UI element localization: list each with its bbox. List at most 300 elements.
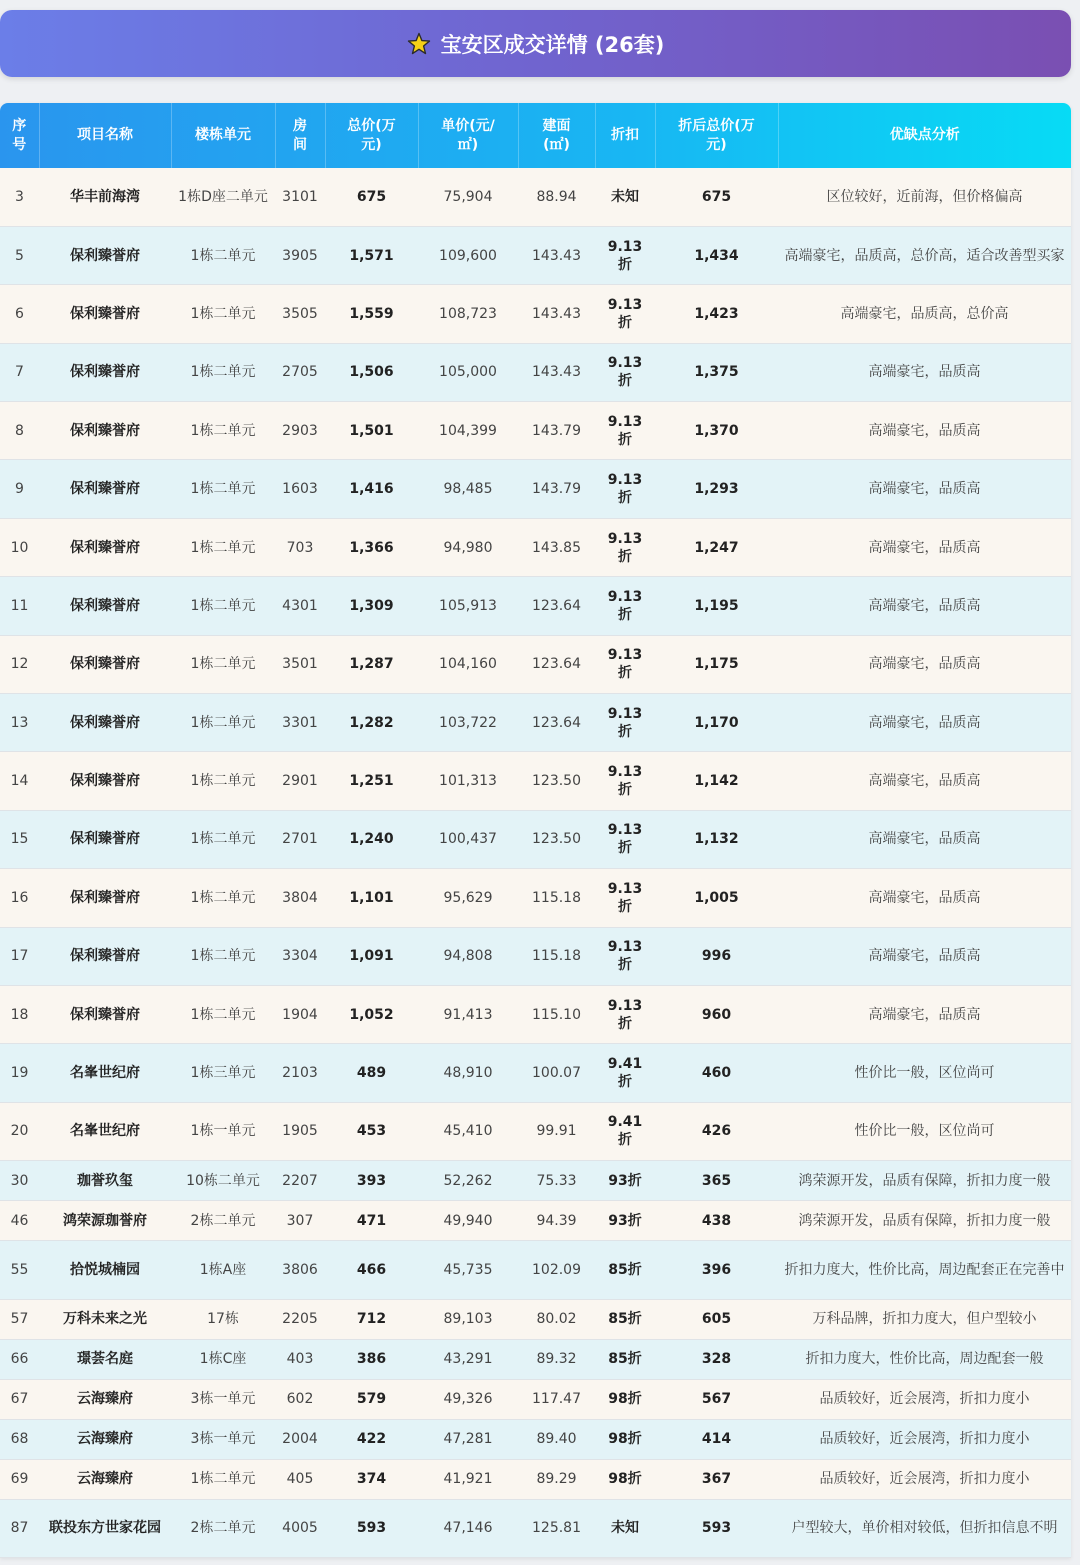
cell-row-index: 14 — [0, 752, 39, 810]
cell-total-price: 1,101 — [325, 869, 418, 927]
cell-building-unit: 1栋二单元 — [171, 694, 275, 752]
cell-row-index: 5 — [0, 226, 39, 284]
cell-building-unit: 1栋一单元 — [171, 1102, 275, 1160]
cell-room-number: 1904 — [275, 985, 325, 1043]
cell-floor-area: 123.64 — [518, 635, 595, 693]
cell-row-index: 57 — [0, 1299, 39, 1339]
cell-total-price: 1,366 — [325, 518, 418, 576]
cell-analysis: 高端豪宅，品质高 — [778, 518, 1071, 576]
table-row — [0, 1044, 1071, 1102]
cell-floor-area: 115.10 — [518, 985, 595, 1043]
cell-discount: 9.13折 — [595, 869, 655, 927]
column-header: 折后总价(万元) — [655, 103, 778, 168]
cell-building-unit: 1栋D座二单元 — [171, 168, 275, 226]
cell-total-price: 1,287 — [325, 635, 418, 693]
cell-project-name: 名峯世纪府 — [39, 1044, 171, 1102]
cell-building-unit: 1栋二单元 — [171, 518, 275, 576]
cell-unit-price: 89,103 — [418, 1299, 518, 1339]
cell-building-unit: 2栋二单元 — [171, 1499, 275, 1557]
cell-total-price: 1,240 — [325, 810, 418, 868]
cell-room-number: 703 — [275, 518, 325, 576]
cell-discounted-total-price: 414 — [655, 1419, 778, 1459]
cell-row-index: 8 — [0, 402, 39, 460]
cell-floor-area: 89.32 — [518, 1339, 595, 1379]
cell-unit-price: 100,437 — [418, 810, 518, 868]
cell-project-name: 保利臻誉府 — [39, 635, 171, 693]
table-row — [0, 1201, 1071, 1241]
cell-row-index: 30 — [0, 1161, 39, 1201]
cell-row-index: 67 — [0, 1379, 39, 1419]
cell-unit-price: 103,722 — [418, 694, 518, 752]
table-row — [0, 752, 1071, 810]
cell-analysis: 高端豪宅，品质高 — [778, 694, 1071, 752]
cell-analysis: 高端豪宅，品质高 — [778, 869, 1071, 927]
cell-analysis: 品质较好，近会展湾，折扣力度小 — [778, 1459, 1071, 1499]
cell-floor-area: 125.81 — [518, 1499, 595, 1557]
cell-unit-price: 104,160 — [418, 635, 518, 693]
cell-analysis: 高端豪宅，品质高 — [778, 577, 1071, 635]
cell-discounted-total-price: 438 — [655, 1201, 778, 1241]
star-icon — [407, 32, 431, 56]
transaction-table — [0, 103, 1071, 1558]
table-row — [0, 168, 1071, 226]
cell-room-number: 4005 — [275, 1499, 325, 1557]
cell-unit-price: 45,410 — [418, 1102, 518, 1160]
cell-analysis: 性价比一般，区位尚可 — [778, 1102, 1071, 1160]
cell-discount: 9.41折 — [595, 1044, 655, 1102]
cell-discount: 93折 — [595, 1161, 655, 1201]
cell-room-number: 3505 — [275, 285, 325, 343]
cell-project-name: 云海臻府 — [39, 1459, 171, 1499]
table-row — [0, 1419, 1071, 1459]
cell-unit-price: 105,000 — [418, 343, 518, 401]
cell-unit-price: 109,600 — [418, 226, 518, 284]
table-row — [0, 285, 1071, 343]
cell-discounted-total-price: 1,434 — [655, 226, 778, 284]
cell-discount: 9.13折 — [595, 635, 655, 693]
cell-row-index: 7 — [0, 343, 39, 401]
cell-project-name: 联投东方世家花园 — [39, 1499, 171, 1557]
cell-floor-area: 143.79 — [518, 460, 595, 518]
cell-total-price: 1,052 — [325, 985, 418, 1043]
cell-unit-price: 75,904 — [418, 168, 518, 226]
cell-discounted-total-price: 605 — [655, 1299, 778, 1339]
cell-room-number: 3804 — [275, 869, 325, 927]
cell-row-index: 17 — [0, 927, 39, 985]
cell-row-index: 19 — [0, 1044, 39, 1102]
cell-discount: 9.13折 — [595, 694, 655, 752]
table-row — [0, 518, 1071, 576]
cell-discount: 9.13折 — [595, 226, 655, 284]
cell-unit-price: 108,723 — [418, 285, 518, 343]
cell-floor-area: 99.91 — [518, 1102, 595, 1160]
cell-discount: 9.13折 — [595, 577, 655, 635]
cell-unit-price: 47,146 — [418, 1499, 518, 1557]
table-row — [0, 1459, 1071, 1499]
cell-discounted-total-price: 1,423 — [655, 285, 778, 343]
cell-discount: 9.13折 — [595, 518, 655, 576]
column-header: 序号 — [0, 103, 39, 168]
cell-discount: 未知 — [595, 1499, 655, 1557]
cell-floor-area: 115.18 — [518, 927, 595, 985]
cell-unit-price: 98,485 — [418, 460, 518, 518]
cell-floor-area: 117.47 — [518, 1379, 595, 1419]
cell-unit-price: 43,291 — [418, 1339, 518, 1379]
cell-row-index: 69 — [0, 1459, 39, 1499]
cell-floor-area: 94.39 — [518, 1201, 595, 1241]
cell-discounted-total-price: 396 — [655, 1241, 778, 1299]
cell-room-number: 1603 — [275, 460, 325, 518]
cell-discount: 9.13折 — [595, 927, 655, 985]
cell-discount: 98折 — [595, 1459, 655, 1499]
cell-discount: 9.13折 — [595, 402, 655, 460]
cell-analysis: 高端豪宅，品质高 — [778, 927, 1071, 985]
cell-unit-price: 95,629 — [418, 869, 518, 927]
cell-floor-area: 89.40 — [518, 1419, 595, 1459]
cell-discount: 98折 — [595, 1379, 655, 1419]
column-header: 折扣 — [595, 103, 655, 168]
cell-building-unit: 1栋C座 — [171, 1339, 275, 1379]
cell-building-unit: 17栋 — [171, 1299, 275, 1339]
cell-unit-price: 104,399 — [418, 402, 518, 460]
table-row — [0, 985, 1071, 1043]
cell-discount: 9.13折 — [595, 285, 655, 343]
cell-floor-area: 143.43 — [518, 343, 595, 401]
cell-project-name: 万科未来之光 — [39, 1299, 171, 1339]
cell-total-price: 593 — [325, 1499, 418, 1557]
cell-room-number: 3806 — [275, 1241, 325, 1299]
cell-discounted-total-price: 1,370 — [655, 402, 778, 460]
cell-project-name: 保利臻誉府 — [39, 694, 171, 752]
cell-room-number: 1905 — [275, 1102, 325, 1160]
cell-floor-area: 80.02 — [518, 1299, 595, 1339]
cell-analysis: 品质较好，近会展湾，折扣力度小 — [778, 1379, 1071, 1419]
cell-discounted-total-price: 996 — [655, 927, 778, 985]
cell-discounted-total-price: 426 — [655, 1102, 778, 1160]
cell-project-name: 保利臻誉府 — [39, 460, 171, 518]
cell-project-name: 保利臻誉府 — [39, 869, 171, 927]
cell-project-name: 保利臻誉府 — [39, 927, 171, 985]
cell-discount: 98折 — [595, 1419, 655, 1459]
cell-project-name: 鸿荣源珈誉府 — [39, 1201, 171, 1241]
table-row — [0, 1161, 1071, 1201]
cell-unit-price: 49,326 — [418, 1379, 518, 1419]
table-row — [0, 1102, 1071, 1160]
cell-row-index: 13 — [0, 694, 39, 752]
cell-row-index: 11 — [0, 577, 39, 635]
cell-row-index: 10 — [0, 518, 39, 576]
column-header: 单价(元/㎡) — [418, 103, 518, 168]
column-header: 建面(㎡) — [518, 103, 595, 168]
cell-row-index: 9 — [0, 460, 39, 518]
cell-floor-area: 143.43 — [518, 285, 595, 343]
cell-floor-area: 123.50 — [518, 810, 595, 868]
cell-project-name: 保利臻誉府 — [39, 985, 171, 1043]
cell-total-price: 1,251 — [325, 752, 418, 810]
table-row — [0, 1339, 1071, 1379]
cell-building-unit: 1栋二单元 — [171, 285, 275, 343]
table-row — [0, 343, 1071, 401]
cell-room-number: 405 — [275, 1459, 325, 1499]
column-header: 优缺点分析 — [889, 127, 960, 143]
cell-building-unit: 1栋三单元 — [171, 1044, 275, 1102]
cell-discount: 9.13折 — [595, 985, 655, 1043]
cell-project-name: 拾悦城楠园 — [39, 1241, 171, 1299]
cell-total-price: 489 — [325, 1044, 418, 1102]
column-header: 楼栋单元 — [171, 103, 275, 168]
cell-analysis: 高端豪宅，品质高 — [778, 460, 1071, 518]
cell-analysis: 鸿荣源开发，品质有保障，折扣力度一般 — [778, 1201, 1071, 1241]
cell-analysis: 性价比一般，区位尚可 — [778, 1044, 1071, 1102]
cell-room-number: 2004 — [275, 1419, 325, 1459]
cell-total-price: 466 — [325, 1241, 418, 1299]
cell-total-price: 393 — [325, 1161, 418, 1201]
cell-analysis: 高端豪宅，品质高 — [778, 985, 1071, 1043]
cell-discount: 85折 — [595, 1241, 655, 1299]
table-row — [0, 1299, 1071, 1339]
table-row — [0, 460, 1071, 518]
table-body — [0, 168, 1071, 1557]
table-row — [0, 869, 1071, 927]
cell-project-name: 云海臻府 — [39, 1379, 171, 1419]
cell-project-name: 璟荟名庭 — [39, 1339, 171, 1379]
cell-total-price: 712 — [325, 1299, 418, 1339]
cell-room-number: 3501 — [275, 635, 325, 693]
cell-floor-area: 102.09 — [518, 1241, 595, 1299]
cell-floor-area: 100.07 — [518, 1044, 595, 1102]
cell-analysis: 户型较大，单价相对较低，但折扣信息不明 — [778, 1499, 1071, 1557]
cell-discount: 9.13折 — [595, 460, 655, 518]
table-row — [0, 402, 1071, 460]
cell-room-number: 602 — [275, 1379, 325, 1419]
cell-total-price: 422 — [325, 1419, 418, 1459]
cell-discount: 93折 — [595, 1201, 655, 1241]
cell-room-number: 3304 — [275, 927, 325, 985]
cell-floor-area: 143.85 — [518, 518, 595, 576]
cell-discounted-total-price: 960 — [655, 985, 778, 1043]
cell-floor-area: 88.94 — [518, 168, 595, 226]
cell-discounted-total-price: 675 — [655, 168, 778, 226]
cell-discounted-total-price: 460 — [655, 1044, 778, 1102]
cell-room-number: 2207 — [275, 1161, 325, 1201]
cell-project-name: 华丰前海湾 — [39, 168, 171, 226]
table-row — [0, 635, 1071, 693]
cell-building-unit: 1栋二单元 — [171, 927, 275, 985]
cell-floor-area: 123.64 — [518, 577, 595, 635]
cell-building-unit: 1栋二单元 — [171, 226, 275, 284]
cell-analysis: 折扣力度大，性价比高，周边配套正在完善中 — [778, 1241, 1071, 1299]
cell-project-name: 保利臻誉府 — [39, 752, 171, 810]
cell-unit-price: 91,413 — [418, 985, 518, 1043]
cell-unit-price: 45,735 — [418, 1241, 518, 1299]
cell-discounted-total-price: 1,195 — [655, 577, 778, 635]
cell-total-price: 453 — [325, 1102, 418, 1160]
cell-analysis: 高端豪宅，品质高 — [778, 752, 1071, 810]
cell-discounted-total-price: 1,293 — [655, 460, 778, 518]
cell-analysis: 鸿荣源开发，品质有保障，折扣力度一般 — [778, 1161, 1071, 1201]
column-header: 总价(万元) — [325, 103, 418, 168]
cell-unit-price: 41,921 — [418, 1459, 518, 1499]
cell-building-unit: 1栋二单元 — [171, 635, 275, 693]
cell-room-number: 2903 — [275, 402, 325, 460]
cell-floor-area: 123.50 — [518, 752, 595, 810]
cell-total-price: 1,571 — [325, 226, 418, 284]
cell-floor-area: 123.64 — [518, 694, 595, 752]
cell-unit-price: 52,262 — [418, 1161, 518, 1201]
cell-row-index: 12 — [0, 635, 39, 693]
cell-analysis: 品质较好，近会展湾，折扣力度小 — [778, 1419, 1071, 1459]
cell-discounted-total-price: 365 — [655, 1161, 778, 1201]
cell-floor-area: 89.29 — [518, 1459, 595, 1499]
cell-total-price: 579 — [325, 1379, 418, 1419]
cell-discount: 9.13折 — [595, 343, 655, 401]
cell-discounted-total-price: 367 — [655, 1459, 778, 1499]
cell-discounted-total-price: 1,170 — [655, 694, 778, 752]
table-row — [0, 810, 1071, 868]
cell-analysis: 高端豪宅，品质高 — [778, 810, 1071, 868]
cell-row-index: 66 — [0, 1339, 39, 1379]
column-header: 房间 — [275, 103, 325, 168]
cell-discounted-total-price: 1,247 — [655, 518, 778, 576]
cell-project-name: 保利臻誉府 — [39, 285, 171, 343]
cell-room-number: 2901 — [275, 752, 325, 810]
cell-total-price: 1,559 — [325, 285, 418, 343]
cell-unit-price: 101,313 — [418, 752, 518, 810]
page-title-bar — [0, 10, 1071, 77]
cell-room-number: 3905 — [275, 226, 325, 284]
table-row — [0, 226, 1071, 284]
cell-room-number: 403 — [275, 1339, 325, 1379]
cell-total-price: 386 — [325, 1339, 418, 1379]
cell-unit-price: 49,940 — [418, 1201, 518, 1241]
cell-floor-area: 143.79 — [518, 402, 595, 460]
cell-discounted-total-price: 567 — [655, 1379, 778, 1419]
cell-room-number: 2701 — [275, 810, 325, 868]
cell-unit-price: 48,910 — [418, 1044, 518, 1102]
cell-analysis: 区位较好，近前海，但价格偏高 — [778, 168, 1071, 226]
cell-room-number: 307 — [275, 1201, 325, 1241]
cell-total-price: 374 — [325, 1459, 418, 1499]
cell-project-name: 保利臻誉府 — [39, 810, 171, 868]
cell-building-unit: 1栋二单元 — [171, 343, 275, 401]
cell-row-index: 15 — [0, 810, 39, 868]
page-title: 宝安区成交详情 (26套) — [440, 32, 665, 57]
cell-total-price: 1,506 — [325, 343, 418, 401]
cell-project-name: 云海臻府 — [39, 1419, 171, 1459]
cell-row-index: 68 — [0, 1419, 39, 1459]
cell-row-index: 3 — [0, 168, 39, 226]
cell-room-number: 4301 — [275, 577, 325, 635]
table-row — [0, 1379, 1071, 1419]
cell-unit-price: 47,281 — [418, 1419, 518, 1459]
cell-discount: 9.13折 — [595, 810, 655, 868]
cell-row-index: 20 — [0, 1102, 39, 1160]
cell-building-unit: 1栋二单元 — [171, 869, 275, 927]
cell-project-name: 珈誉玖玺 — [39, 1161, 171, 1201]
cell-discounted-total-price: 1,375 — [655, 343, 778, 401]
cell-discounted-total-price: 1,132 — [655, 810, 778, 868]
cell-total-price: 675 — [325, 168, 418, 226]
transaction-table-container — [0, 103, 1071, 1558]
cell-discount: 85折 — [595, 1299, 655, 1339]
cell-floor-area: 115.18 — [518, 869, 595, 927]
cell-analysis: 万科品牌，折扣力度大，但户型较小 — [778, 1299, 1071, 1339]
cell-room-number: 3301 — [275, 694, 325, 752]
cell-project-name: 保利臻誉府 — [39, 402, 171, 460]
cell-building-unit: 2栋二单元 — [171, 1201, 275, 1241]
cell-project-name: 保利臻誉府 — [39, 343, 171, 401]
cell-total-price: 1,501 — [325, 402, 418, 460]
cell-row-index: 87 — [0, 1499, 39, 1557]
cell-row-index: 18 — [0, 985, 39, 1043]
cell-room-number: 2103 — [275, 1044, 325, 1102]
cell-analysis: 高端豪宅，品质高，总价高 — [778, 285, 1071, 343]
cell-total-price: 1,091 — [325, 927, 418, 985]
table-row — [0, 1499, 1071, 1557]
cell-discount: 9.41折 — [595, 1102, 655, 1160]
cell-room-number: 2705 — [275, 343, 325, 401]
cell-floor-area: 75.33 — [518, 1161, 595, 1201]
cell-row-index: 46 — [0, 1201, 39, 1241]
cell-analysis: 折扣力度大，性价比高，周边配套一般 — [778, 1339, 1071, 1379]
cell-unit-price: 94,980 — [418, 518, 518, 576]
cell-analysis: 高端豪宅，品质高，总价高，适合改善型买家 — [778, 226, 1071, 284]
column-header: 项目名称 — [39, 103, 171, 168]
cell-discount: 85折 — [595, 1339, 655, 1379]
table-row — [0, 577, 1071, 635]
table-header-row — [0, 103, 1071, 168]
cell-building-unit: 3栋一单元 — [171, 1379, 275, 1419]
cell-analysis: 高端豪宅，品质高 — [778, 402, 1071, 460]
cell-room-number: 3101 — [275, 168, 325, 226]
cell-unit-price: 105,913 — [418, 577, 518, 635]
cell-building-unit: 1栋二单元 — [171, 752, 275, 810]
cell-discounted-total-price: 1,005 — [655, 869, 778, 927]
cell-building-unit: 1栋二单元 — [171, 1459, 275, 1499]
cell-row-index: 6 — [0, 285, 39, 343]
cell-building-unit: 10栋二单元 — [171, 1161, 275, 1201]
cell-floor-area: 143.43 — [518, 226, 595, 284]
cell-discount: 未知 — [595, 168, 655, 226]
table-row — [0, 1241, 1071, 1299]
cell-building-unit: 1栋二单元 — [171, 985, 275, 1043]
cell-analysis: 高端豪宅，品质高 — [778, 635, 1071, 693]
cell-row-index: 16 — [0, 869, 39, 927]
cell-unit-price: 94,808 — [418, 927, 518, 985]
cell-discounted-total-price: 328 — [655, 1339, 778, 1379]
table-row — [0, 927, 1071, 985]
cell-project-name: 保利臻誉府 — [39, 226, 171, 284]
cell-discounted-total-price: 1,175 — [655, 635, 778, 693]
cell-discounted-total-price: 1,142 — [655, 752, 778, 810]
cell-building-unit: 1栋二单元 — [171, 810, 275, 868]
cell-row-index: 55 — [0, 1241, 39, 1299]
cell-building-unit: 1栋A座 — [171, 1241, 275, 1299]
cell-discount: 9.13折 — [595, 752, 655, 810]
cell-project-name: 保利臻誉府 — [39, 518, 171, 576]
cell-discounted-total-price: 593 — [655, 1499, 778, 1557]
cell-total-price: 1,309 — [325, 577, 418, 635]
cell-total-price: 1,282 — [325, 694, 418, 752]
cell-building-unit: 1栋二单元 — [171, 460, 275, 518]
cell-building-unit: 3栋一单元 — [171, 1419, 275, 1459]
cell-building-unit: 1栋二单元 — [171, 402, 275, 460]
cell-total-price: 1,416 — [325, 460, 418, 518]
cell-building-unit: 1栋二单元 — [171, 577, 275, 635]
cell-project-name: 名峯世纪府 — [39, 1102, 171, 1160]
cell-project-name: 保利臻誉府 — [39, 577, 171, 635]
table-row — [0, 694, 1071, 752]
